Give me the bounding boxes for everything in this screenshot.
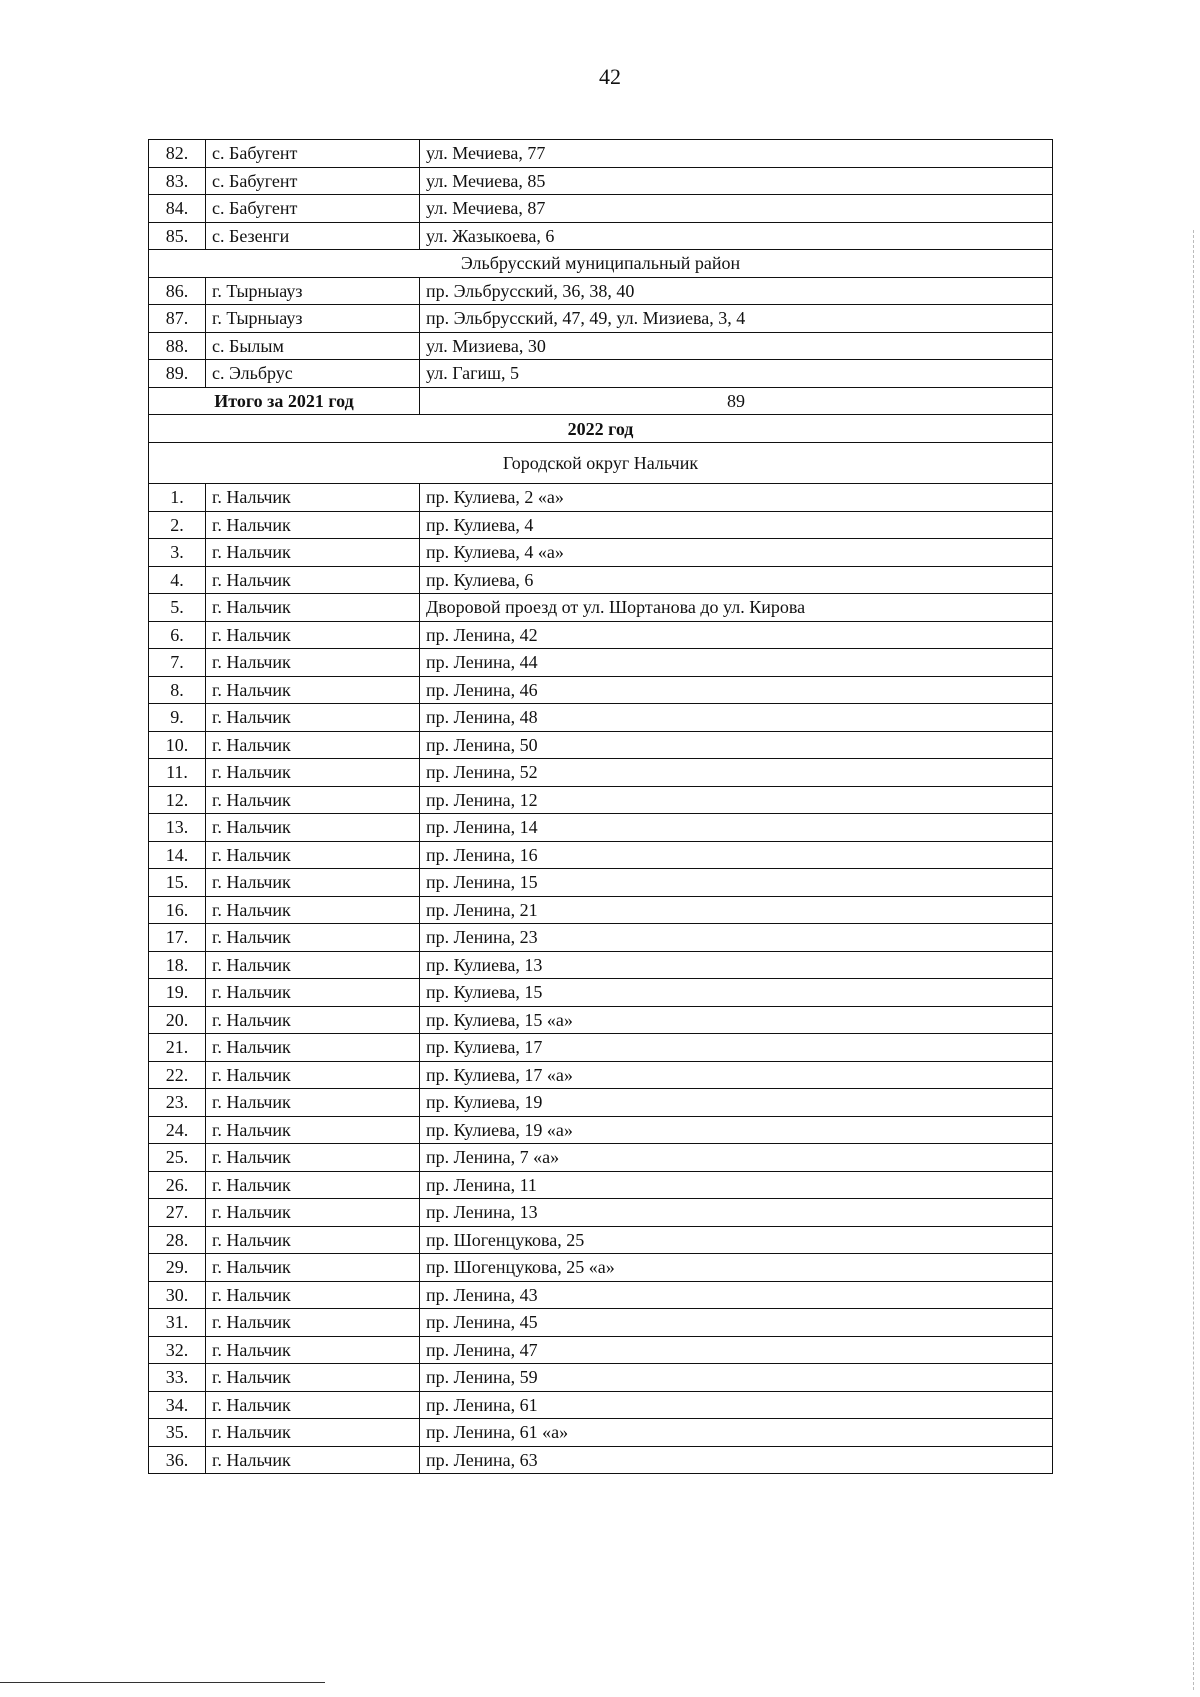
- row-address: пр. Ленина, 44: [420, 649, 1053, 677]
- row-address: пр. Ленина, 45: [420, 1309, 1053, 1337]
- footer-rule: [0, 1682, 325, 1683]
- row-locality: г. Нальчик: [206, 1089, 420, 1117]
- table-row: [149, 1391, 1053, 1419]
- table-row: [149, 621, 1053, 649]
- row-number: 83.: [149, 167, 206, 195]
- row-address: пр. Кулиева, 17 «а»: [420, 1061, 1053, 1089]
- table-row: [149, 814, 1053, 842]
- table-row: [149, 869, 1053, 897]
- row-locality: г. Нальчик: [206, 621, 420, 649]
- row-locality: г. Нальчик: [206, 484, 420, 512]
- row-address: пр. Кулиева, 4 «а»: [420, 539, 1053, 567]
- table-row: [149, 1309, 1053, 1337]
- table-row: [149, 277, 1053, 305]
- row-number: 24.: [149, 1116, 206, 1144]
- table-row: [149, 924, 1053, 952]
- table-row: [149, 332, 1053, 360]
- row-locality: г. Нальчик: [206, 1226, 420, 1254]
- row-address: пр. Кулиева, 6: [420, 566, 1053, 594]
- row-number: 17.: [149, 924, 206, 952]
- row-number: 11.: [149, 759, 206, 787]
- table-row: [149, 1364, 1053, 1392]
- row-address: ул. Жазыкоева, 6: [420, 222, 1053, 250]
- year-row: [149, 415, 1053, 443]
- row-address: пр. Эльбрусский, 47, 49, ул. Мизиева, 3, 4: [420, 305, 1053, 333]
- row-address: Дворовой проезд от ул. Шортанова до ул. Кирова: [420, 594, 1053, 622]
- table-row: [149, 1254, 1053, 1282]
- page-number: 42: [599, 64, 621, 89]
- row-address: пр. Ленина, 61 «а»: [420, 1419, 1053, 1447]
- table-row: [149, 1006, 1053, 1034]
- row-address: пр. Ленина, 16: [420, 841, 1053, 869]
- row-locality: г. Нальчик: [206, 594, 420, 622]
- district-heading-nalchik: Городской округ Нальчик: [149, 443, 1053, 484]
- row-locality: г. Нальчик: [206, 539, 420, 567]
- rows-elbrus-group: [149, 277, 1053, 387]
- row-locality: с. Бабугент: [206, 195, 420, 223]
- row-locality: г. Нальчик: [206, 924, 420, 952]
- table-row: [149, 1281, 1053, 1309]
- table-row: [149, 511, 1053, 539]
- row-locality: г. Нальчик: [206, 759, 420, 787]
- row-address: пр. Ленина, 14: [420, 814, 1053, 842]
- row-locality: г. Нальчик: [206, 676, 420, 704]
- table-row: [149, 1116, 1053, 1144]
- row-number: 26.: [149, 1171, 206, 1199]
- total-value: 89: [420, 387, 1053, 415]
- row-locality: г. Нальчик: [206, 1061, 420, 1089]
- table-row: [149, 951, 1053, 979]
- row-number: 12.: [149, 786, 206, 814]
- table-row: [149, 1034, 1053, 1062]
- row-number: 89.: [149, 360, 206, 388]
- row-number: 88.: [149, 332, 206, 360]
- table-row: [149, 676, 1053, 704]
- table-row: [149, 1419, 1053, 1447]
- row-locality: г. Нальчик: [206, 566, 420, 594]
- row-number: 27.: [149, 1199, 206, 1227]
- row-address: пр. Ленина, 47: [420, 1336, 1053, 1364]
- table-row: [149, 1336, 1053, 1364]
- row-number: 5.: [149, 594, 206, 622]
- row-number: 82.: [149, 140, 206, 168]
- table-row: [149, 841, 1053, 869]
- rows-top-group: [149, 140, 1053, 250]
- row-address: ул. Гагиш, 5: [420, 360, 1053, 388]
- row-number: 13.: [149, 814, 206, 842]
- row-number: 87.: [149, 305, 206, 333]
- row-address: пр. Кулиева, 2 «а»: [420, 484, 1053, 512]
- table-row: [149, 1226, 1053, 1254]
- row-number: 3.: [149, 539, 206, 567]
- row-address: пр. Ленина, 12: [420, 786, 1053, 814]
- row-number: 8.: [149, 676, 206, 704]
- row-locality: г. Нальчик: [206, 1116, 420, 1144]
- row-address: пр. Кулиева, 17: [420, 1034, 1053, 1062]
- row-address: пр. Шогенцукова, 25: [420, 1226, 1053, 1254]
- table-row: [149, 1061, 1053, 1089]
- row-number: 36.: [149, 1446, 206, 1474]
- row-locality: г. Нальчик: [206, 649, 420, 677]
- row-number: 9.: [149, 704, 206, 732]
- row-address: пр. Кулиева, 4: [420, 511, 1053, 539]
- row-address: пр. Ленина, 61: [420, 1391, 1053, 1419]
- row-number: 85.: [149, 222, 206, 250]
- table-row: [149, 140, 1053, 168]
- row-locality: с. Бабугент: [206, 140, 420, 168]
- row-locality: г. Нальчик: [206, 1446, 420, 1474]
- table-row: [149, 759, 1053, 787]
- row-number: 31.: [149, 1309, 206, 1337]
- row-locality: г. Нальчик: [206, 814, 420, 842]
- row-address: пр. Ленина, 13: [420, 1199, 1053, 1227]
- row-locality: г. Нальчик: [206, 786, 420, 814]
- row-locality: г. Нальчик: [206, 896, 420, 924]
- row-locality: г. Нальчик: [206, 979, 420, 1007]
- table-row: [149, 1171, 1053, 1199]
- total-row: [149, 387, 1053, 415]
- table-row: [149, 594, 1053, 622]
- table-row: [149, 305, 1053, 333]
- row-number: 20.: [149, 1006, 206, 1034]
- district-row-nalchik: [149, 443, 1053, 484]
- row-locality: г. Нальчик: [206, 1309, 420, 1337]
- rows-nalchik-group: [149, 484, 1053, 1474]
- row-locality: с. Эльбрус: [206, 360, 420, 388]
- table-row: [149, 195, 1053, 223]
- address-table: [148, 139, 1053, 1474]
- row-address: пр. Кулиева, 19 «а»: [420, 1116, 1053, 1144]
- row-address: ул. Мизиева, 30: [420, 332, 1053, 360]
- row-locality: г. Нальчик: [206, 1336, 420, 1364]
- table-row: [149, 167, 1053, 195]
- row-locality: г. Нальчик: [206, 1254, 420, 1282]
- row-address: пр. Ленина, 7 «а»: [420, 1144, 1053, 1172]
- row-locality: г. Нальчик: [206, 1364, 420, 1392]
- row-number: 34.: [149, 1391, 206, 1419]
- row-number: 35.: [149, 1419, 206, 1447]
- row-address: пр. Кулиева, 15: [420, 979, 1053, 1007]
- row-locality: г. Нальчик: [206, 1391, 420, 1419]
- table-row: [149, 704, 1053, 732]
- district-row-elbrus: [149, 250, 1053, 278]
- row-address: пр. Ленина, 63: [420, 1446, 1053, 1474]
- row-address: пр. Ленина, 15: [420, 869, 1053, 897]
- row-locality: г. Нальчик: [206, 951, 420, 979]
- row-locality: с. Бабугент: [206, 167, 420, 195]
- row-number: 23.: [149, 1089, 206, 1117]
- row-number: 1.: [149, 484, 206, 512]
- row-number: 28.: [149, 1226, 206, 1254]
- row-address: ул. Мечиева, 77: [420, 140, 1053, 168]
- table-row: [149, 786, 1053, 814]
- row-number: 22.: [149, 1061, 206, 1089]
- row-locality: г. Нальчик: [206, 731, 420, 759]
- row-number: 7.: [149, 649, 206, 677]
- row-locality: г. Нальчик: [206, 841, 420, 869]
- row-locality: г. Тырныауз: [206, 305, 420, 333]
- table-row: [149, 360, 1053, 388]
- row-address: пр. Ленина, 21: [420, 896, 1053, 924]
- row-locality: г. Тырныауз: [206, 277, 420, 305]
- row-locality: г. Нальчик: [206, 1419, 420, 1447]
- row-address: пр. Ленина, 43: [420, 1281, 1053, 1309]
- row-address: пр. Эльбрусский, 36, 38, 40: [420, 277, 1053, 305]
- table-row: [149, 1199, 1053, 1227]
- table-row: [149, 731, 1053, 759]
- table-row: [149, 1089, 1053, 1117]
- row-locality: с. Былым: [206, 332, 420, 360]
- row-locality: с. Безенги: [206, 222, 420, 250]
- row-address: пр. Ленина, 50: [420, 731, 1053, 759]
- row-number: 33.: [149, 1364, 206, 1392]
- row-locality: г. Нальчик: [206, 704, 420, 732]
- row-locality: г. Нальчик: [206, 869, 420, 897]
- row-locality: г. Нальчик: [206, 1144, 420, 1172]
- row-number: 10.: [149, 731, 206, 759]
- row-number: 25.: [149, 1144, 206, 1172]
- row-locality: г. Нальчик: [206, 1199, 420, 1227]
- row-number: 30.: [149, 1281, 206, 1309]
- table-row: [149, 1446, 1053, 1474]
- row-number: 32.: [149, 1336, 206, 1364]
- row-locality: г. Нальчик: [206, 1034, 420, 1062]
- row-address: пр. Шогенцукова, 25 «а»: [420, 1254, 1053, 1282]
- row-number: 21.: [149, 1034, 206, 1062]
- table-row: [149, 979, 1053, 1007]
- row-number: 16.: [149, 896, 206, 924]
- row-address: пр. Кулиева, 15 «а»: [420, 1006, 1053, 1034]
- row-number: 86.: [149, 277, 206, 305]
- row-address: пр. Ленина, 52: [420, 759, 1053, 787]
- row-address: пр. Ленина, 59: [420, 1364, 1053, 1392]
- row-address: ул. Мечиева, 87: [420, 195, 1053, 223]
- row-number: 84.: [149, 195, 206, 223]
- district-heading-elbrus: Эльбрусский муниципальный район: [149, 250, 1053, 278]
- row-number: 15.: [149, 869, 206, 897]
- row-locality: г. Нальчик: [206, 1281, 420, 1309]
- table-row: [149, 566, 1053, 594]
- year-heading: 2022 год: [149, 415, 1053, 443]
- row-number: 19.: [149, 979, 206, 1007]
- table-row: [149, 222, 1053, 250]
- row-address: пр. Ленина, 11: [420, 1171, 1053, 1199]
- row-address: пр. Ленина, 23: [420, 924, 1053, 952]
- row-number: 6.: [149, 621, 206, 649]
- row-address: пр. Кулиева, 13: [420, 951, 1053, 979]
- row-address: пр. Ленина, 46: [420, 676, 1053, 704]
- row-number: 14.: [149, 841, 206, 869]
- row-locality: г. Нальчик: [206, 511, 420, 539]
- row-number: 18.: [149, 951, 206, 979]
- table-row: [149, 896, 1053, 924]
- total-label: Итого за 2021 год: [149, 387, 420, 415]
- row-locality: г. Нальчик: [206, 1006, 420, 1034]
- table-row: [149, 1144, 1053, 1172]
- scan-edge-line: [1193, 230, 1194, 1690]
- row-number: 29.: [149, 1254, 206, 1282]
- row-address: пр. Ленина, 48: [420, 704, 1053, 732]
- row-number: 2.: [149, 511, 206, 539]
- row-address: ул. Мечиева, 85: [420, 167, 1053, 195]
- row-address: пр. Кулиева, 19: [420, 1089, 1053, 1117]
- table-row: [149, 649, 1053, 677]
- row-locality: г. Нальчик: [206, 1171, 420, 1199]
- row-address: пр. Ленина, 42: [420, 621, 1053, 649]
- table-row: [149, 539, 1053, 567]
- table-row: [149, 484, 1053, 512]
- row-number: 4.: [149, 566, 206, 594]
